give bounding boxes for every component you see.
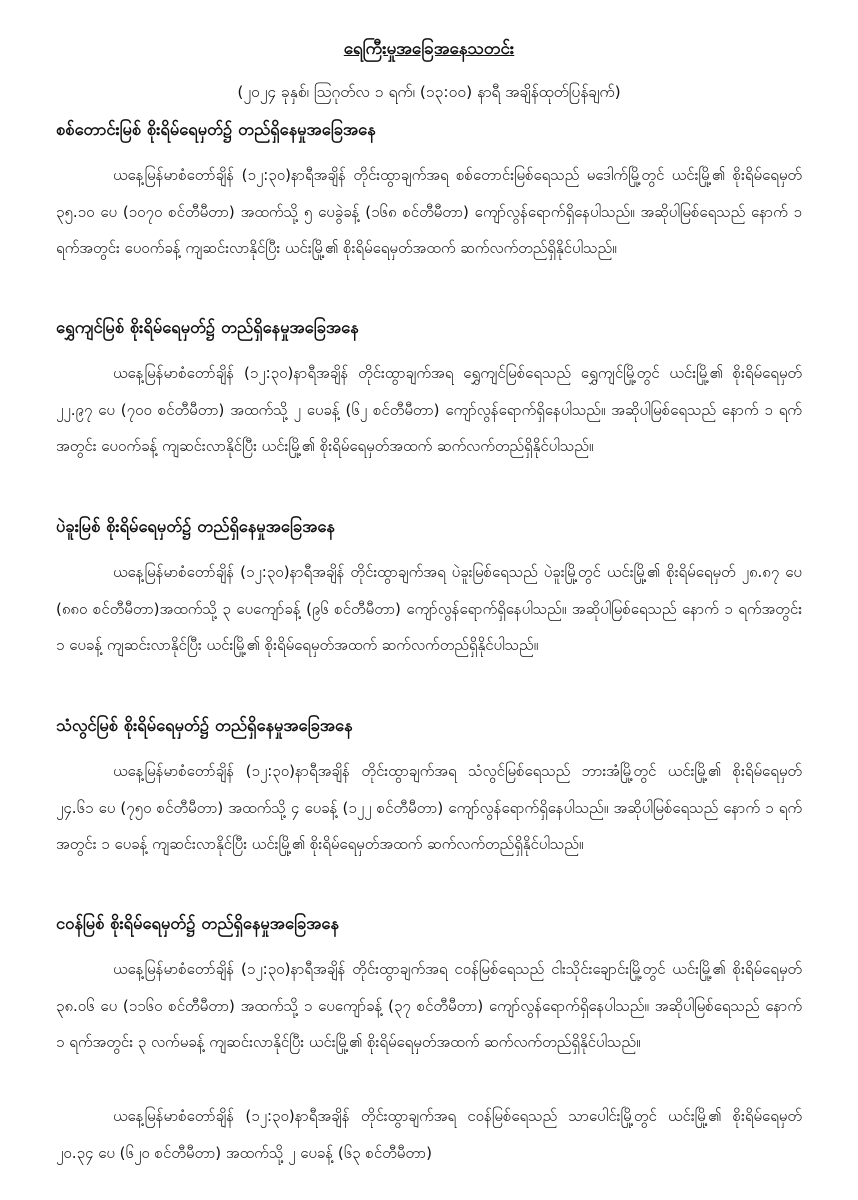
section-heading-ngawun: ငဝန်မြစ် စိုးရိမ်ရေမှတ်၌ တည်ရှိနေမှုအခြေအနေ xyxy=(56,914,339,933)
section-heading-sittaung: စစ်တောင်းမြစ် စိုးရိမ်ရေမှတ်၌ တည်ရှိနေမှုအခြေအနေ xyxy=(56,120,376,139)
section-paragraph-sittaung: ယနေ့မြန်မာစံတော်ချိန် (၁၂:၃၀)နာရီအချိန် တိုင်းထွာချက်အရ စစ်တောင်းမြစ်ရေသည် မဒေါက်မြို့တွင် ယင်းမြို့၏ စိုးရိမ်ရေမှတ် ၃၅.၁၀ ပေ (၁၀၇၀ စင်တီမီတာ) အထက်သို့ ၅ ပေခွဲခန့် (၁၆၈ စင်တီမီတာ) ကျော်လွန်ရောက်ရှိနေပါသည်။ အဆိုပါမြစ်ရေသည် နောက် ၁ ရက်အတွင်း ပေဝက်ခန့် ကျဆင်းလာနိုင်ပြီး ယင်းမြို့၏ စိုးရိမ်ရေမှတ်အထက် ဆက်လက်တည်ရှိနိုင်ပါသည်။ xyxy=(56,166,802,257)
section-paragraph-bago: ယနေ့မြန်မာစံတော်ချိန် (၁၂:၃၀)နာရီအချိန် တိုင်းထွာချက်အရ ပဲခူးမြစ်ရေသည် ပဲခူးမြို့တွင် ယင်းမြို့၏ စိုးရိမ်ရေမှတ် ၂၈.၈၇ ပေ (၈၈၀ စင်တီမီတာ)အထက်သို့ ၃ ပေကျော်ခန့် (၉၆ စင်တီမီတာ) ကျော်လွန်ရောက်ရှိနေပါသည်။ အဆိုပါမြစ်ရေသည် နောက် ၁ ရက်အတွင်း ၁ ပေခန့် ကျဆင်းလာနိုင်ပြီး ယင်းမြို့၏ စိုးရိမ်ရေမှတ်အထက် ဆက်လက်တည်ရှိနိုင်ပါသည်။ xyxy=(56,563,802,654)
section-paragraph-shwegyin: ယနေ့မြန်မာစံတော်ချိန် (၁၂:၃၀)နာရီအချိန် တိုင်းထွာချက်အရ ရွှေကျင်မြစ်ရေသည် ရွှေကျင်မြို့တွင် ယင်းမြို့၏ စိုးရိမ်ရေမှတ် ၂၂.၉၇ ပေ (၇၀၀ စင်တီမီတာ) အထက်သို့ ၂ ပေခန့် (၆၂ စင်တီမီတာ) ကျော်လွန်ရောက်ရှိနေပါသည်။ အဆိုပါမြစ်ရေသည် နောက် ၁ ရက်အတွင်း ပေဝက်ခန့် ကျဆင်းလာနိုင်ပြီး ယင်းမြို့၏ စိုးရိမ်ရေမှတ်အထက် ဆက်လက်တည်ရှိနိုင်ပါသည်။ xyxy=(56,364,802,455)
section-heading-thanlwin: သံလွင်မြစ် စိုးရိမ်ရေမှတ်၌ တည်ရှိနေမှုအခြေအနေ xyxy=(56,716,353,735)
page-title: ရေကြီးမှုအခြေအနေသတင်း xyxy=(343,39,515,59)
section-paragraph-ngawun-2: ယနေ့မြန်မာစံတော်ချိန် (၁၂:၃၀)နာရီအချိန် တိုင်းထွာချက်အရ ငဝန်မြစ်ရေသည် သာပေါင်းမြို့တွင် ယင်းမြို့၏ စိုးရိမ်ရေမှတ် ၂၀.၃၄ ပေ (၆၂၀ စင်တီမီတာ) အထက်သို့ ၂ ပေခန့် (၆၃ စင်တီမီတာ) xyxy=(56,1107,802,1162)
section-heading-shwegyin: ရွှေကျင်မြစ် စိုးရိမ်ရေမှတ်၌ တည်ရှိနေမှုအခြေအနေ xyxy=(56,318,359,337)
section-paragraph-thanlwin: ယနေ့မြန်မာစံတော်ချိန် (၁၂:၃၀)နာရီအချိန် တိုင်းထွာချက်အရ သံလွင်မြစ်ရေသည် ဘားအံမြို့တွင် ယင်းမြို့၏ စိုးရိမ်ရေမှတ် ၂၄.၆၁ ပေ (၇၅၀ စင်တီမီတာ) အထက်သို့ ၄ ပေခန့် (၁၂၂ စင်တီမီတာ) ကျော်လွန်ရောက်ရှိနေပါသည်။ အဆိုပါမြစ်ရေသည် နောက် ၁ ရက်အတွင်း ၁ ပေခန့် ကျဆင်းလာနိုင်ပြီး ယင်းမြို့၏ စိုးရိမ်ရေမှတ်အထက် ဆက်လက်တည်ရှိနိုင်ပါသည်။ xyxy=(56,762,802,853)
section-paragraph-ngawun-1: ယနေ့မြန်မာစံတော်ချိန် (၁၂:၃၀)နာရီအချိန် တိုင်းထွာချက်အရ ငဝန်မြစ်ရေသည် ငါးသိုင်းချောင်းမြို့တွင် ယင်းမြို့၏ စိုးရိမ်ရေမှတ် ၃၈.၀၆ ပေ (၁၁၆၀ စင်တီမီတာ) အထက်သို့ ၁ ပေကျော်ခန့် (၃၇ စင်တီမီတာ) ကျော်လွန်ရောက်ရှိနေပါသည်။ အဆိုပါမြစ်ရေသည် နောက် ၁ ရက်အတွင်း ၃ လက်မခန့် ကျဆင်းလာနိုင်ပြီး ယင်းမြို့၏ စိုးရိမ်ရေမှတ်အထက် ဆက်လက်တည်ရှိနိုင်ပါသည်။ xyxy=(56,960,802,1051)
section-heading-bago: ပဲခူးမြစ် စိုးရိမ်ရေမှတ်၌ တည်ရှိနေမှုအခြေအနေ xyxy=(56,517,335,536)
release-datetime: (၂၀၂၄ ခုနှစ်၊ ဩဂုတ်လ ၁ ရက်၊ (၁၃:၀၀) နာရီ အချိန်ထုတ်ပြန်ချက်) xyxy=(237,83,621,101)
